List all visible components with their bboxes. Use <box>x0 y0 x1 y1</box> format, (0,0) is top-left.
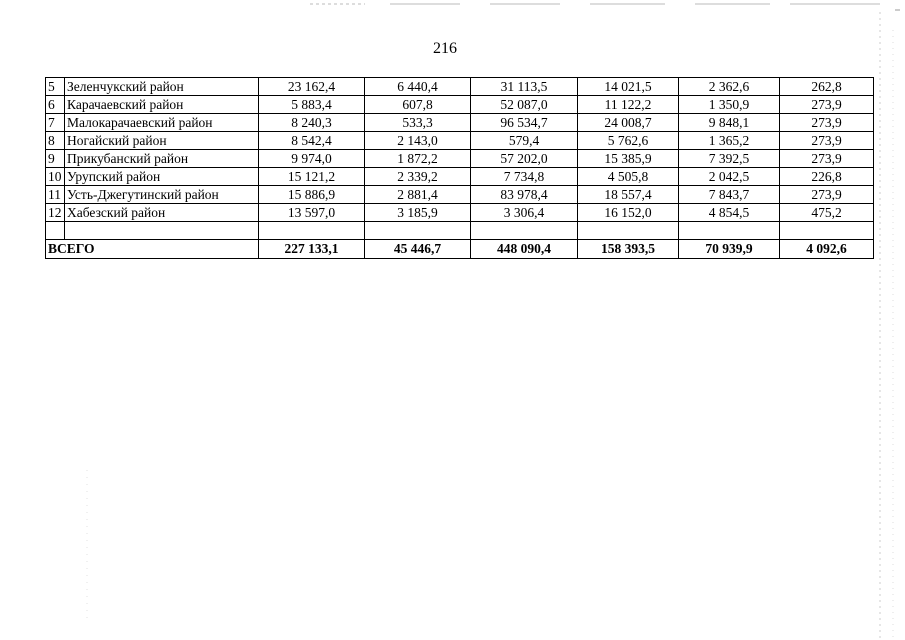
cell-value: 226,8 <box>780 168 874 186</box>
row-number: 7 <box>46 114 65 132</box>
total-value: 448 090,4 <box>471 240 578 259</box>
cell-value: 9 974,0 <box>259 150 365 168</box>
table-row <box>46 96 874 114</box>
cell-value: 5 762,6 <box>578 132 679 150</box>
cell-value: 13 597,0 <box>259 204 365 222</box>
cell-value: 533,3 <box>365 114 471 132</box>
cell-value: 1 872,2 <box>365 150 471 168</box>
cell-value: 57 202,0 <box>471 150 578 168</box>
table-row <box>46 114 874 132</box>
district-name: Урупский район <box>65 168 259 186</box>
table-row <box>46 186 874 204</box>
district-name: Хабезский район <box>65 204 259 222</box>
table-row <box>46 168 874 186</box>
cell-value: 23 162,4 <box>259 78 365 96</box>
empty-cell <box>679 222 780 240</box>
district-name: Зеленчукский район <box>65 78 259 96</box>
cell-value: 273,9 <box>780 150 874 168</box>
cell-value: 15 121,2 <box>259 168 365 186</box>
table-body <box>46 78 874 259</box>
cell-value: 5 883,4 <box>259 96 365 114</box>
district-name: Малокарачаевский район <box>65 114 259 132</box>
table-row <box>46 204 874 222</box>
empty-cell <box>471 222 578 240</box>
district-name: Карачаевский район <box>65 96 259 114</box>
empty-cell <box>65 222 259 240</box>
cell-value: 3 185,9 <box>365 204 471 222</box>
cell-value: 52 087,0 <box>471 96 578 114</box>
table-row <box>46 132 874 150</box>
cell-value: 15 385,9 <box>578 150 679 168</box>
total-value: 227 133,1 <box>259 240 365 259</box>
cell-value: 2 362,6 <box>679 78 780 96</box>
cell-value: 273,9 <box>780 96 874 114</box>
total-row <box>46 240 874 259</box>
row-number: 8 <box>46 132 65 150</box>
row-number: 10 <box>46 168 65 186</box>
row-number: 12 <box>46 204 65 222</box>
total-value: 70 939,9 <box>679 240 780 259</box>
cell-value: 8 542,4 <box>259 132 365 150</box>
page-number: 216 <box>433 40 457 57</box>
cell-value: 2 143,0 <box>365 132 471 150</box>
empty-cell <box>46 222 65 240</box>
empty-cell <box>780 222 874 240</box>
district-name: Ногайский район <box>65 132 259 150</box>
cell-value: 273,9 <box>780 132 874 150</box>
cell-value: 16 152,0 <box>578 204 679 222</box>
cell-value: 2 881,4 <box>365 186 471 204</box>
cell-value: 579,4 <box>471 132 578 150</box>
total-value: 4 092,6 <box>780 240 874 259</box>
empty-cell <box>365 222 471 240</box>
empty-cell <box>259 222 365 240</box>
cell-value: 83 978,4 <box>471 186 578 204</box>
row-number: 9 <box>46 150 65 168</box>
cell-value: 273,9 <box>780 186 874 204</box>
cell-value: 31 113,5 <box>471 78 578 96</box>
data-table <box>45 77 874 259</box>
row-number: 6 <box>46 96 65 114</box>
table-row <box>46 78 874 96</box>
cell-value: 1 350,9 <box>679 96 780 114</box>
cell-value: 11 122,2 <box>578 96 679 114</box>
cell-value: 7 734,8 <box>471 168 578 186</box>
district-name: Усть-Джегутинский район <box>65 186 259 204</box>
blank-row <box>46 222 874 240</box>
cell-value: 607,8 <box>365 96 471 114</box>
cell-value: 15 886,9 <box>259 186 365 204</box>
cell-value: 6 440,4 <box>365 78 471 96</box>
cell-value: 96 534,7 <box>471 114 578 132</box>
district-name: Прикубанский район <box>65 150 259 168</box>
total-value: 158 393,5 <box>578 240 679 259</box>
cell-value: 3 306,4 <box>471 204 578 222</box>
cell-value: 7 843,7 <box>679 186 780 204</box>
cell-value: 24 008,7 <box>578 114 679 132</box>
table-row <box>46 150 874 168</box>
row-number: 5 <box>46 78 65 96</box>
cell-value: 475,2 <box>780 204 874 222</box>
cell-value: 4 505,8 <box>578 168 679 186</box>
cell-value: 262,8 <box>780 78 874 96</box>
cell-value: 8 240,3 <box>259 114 365 132</box>
cell-value: 9 848,1 <box>679 114 780 132</box>
total-label: ВСЕГО <box>46 240 259 259</box>
cell-value: 14 021,5 <box>578 78 679 96</box>
cell-value: 2 339,2 <box>365 168 471 186</box>
total-value: 45 446,7 <box>365 240 471 259</box>
cell-value: 7 392,5 <box>679 150 780 168</box>
cell-value: 18 557,4 <box>578 186 679 204</box>
cell-value: 1 365,2 <box>679 132 780 150</box>
cell-value: 273,9 <box>780 114 874 132</box>
row-number: 11 <box>46 186 65 204</box>
cell-value: 4 854,5 <box>679 204 780 222</box>
empty-cell <box>578 222 679 240</box>
cell-value: 2 042,5 <box>679 168 780 186</box>
